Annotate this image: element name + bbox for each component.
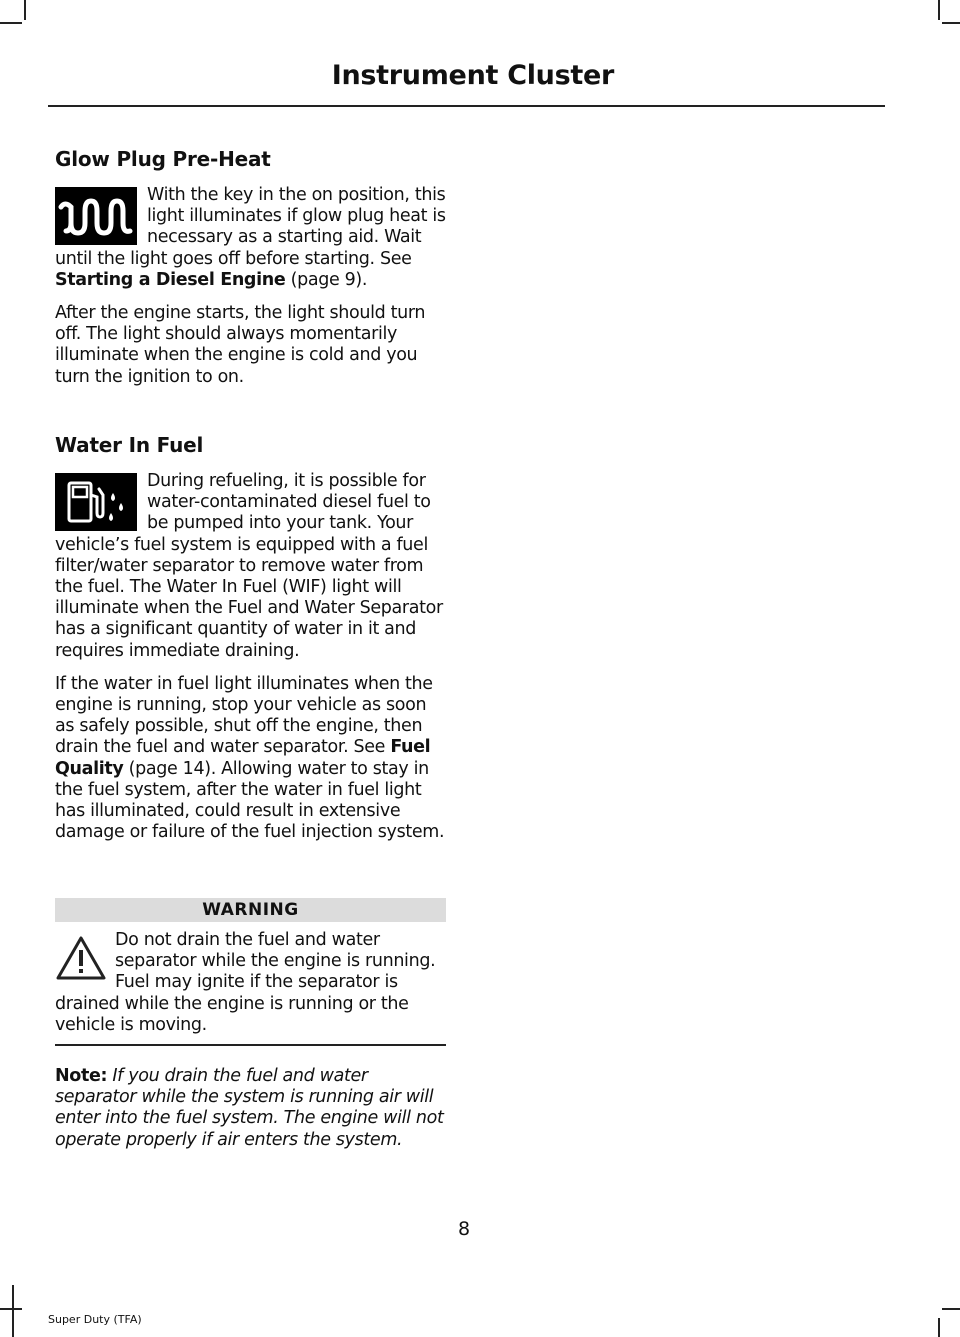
note-label: Note: bbox=[55, 1066, 108, 1086]
crop-mark bbox=[24, 0, 26, 20]
note-block bbox=[55, 1066, 446, 1151]
glow-plug-icon bbox=[55, 187, 137, 245]
water-in-fuel-section bbox=[55, 433, 446, 843]
glow-plug-paragraph-1 bbox=[55, 185, 446, 291]
note-text bbox=[55, 1066, 446, 1151]
warning-triangle-icon bbox=[55, 934, 107, 984]
warning-divider bbox=[55, 1044, 446, 1046]
water-in-fuel-text: During refueling, it is possible for water-contaminated diesel fuel to be pumped into your tank. Your vehicle’s fuel system is equipped with a fuel filter/water separator to remove water from the fuel. The Water In Fuel (WIF) light will illuminate when the Fuel and Water Separator has a significant quantity of water in it and requires immediate draining. bbox=[55, 471, 443, 661]
water-in-fuel-text-3: (page 14). Allowing water to stay in the fuel system, after the water in fuel light has illuminated, could result in extensive damage or failure of the fuel injection system. bbox=[55, 758, 445, 843]
page-number: 8 bbox=[458, 1218, 471, 1240]
warning-block bbox=[55, 930, 446, 1036]
link-starting-diesel-engine[interactable]: Starting a Diesel Engine bbox=[55, 269, 286, 290]
glow-plug-heading: Glow Plug Pre-Heat bbox=[55, 147, 271, 171]
crop-mark bbox=[0, 22, 22, 24]
water-in-fuel-text-2: If the water in fuel light illuminates when the engine is running, stop your vehicle as soon as safely possible, shut off the engine, then drain the fuel and water separator. See bbox=[55, 673, 433, 758]
header-divider bbox=[48, 105, 885, 107]
footer-text: Super Duty (TFA) bbox=[48, 1313, 142, 1326]
water-in-fuel-icon bbox=[55, 473, 137, 531]
warning-body: Do not drain the fuel and water separator while the engine is running. Fuel may ignite if the separator is drained while the engine is running or the vehicle is moving. bbox=[55, 930, 436, 1035]
glow-plug-page-ref: (page 9). bbox=[285, 269, 368, 290]
warning-text bbox=[55, 930, 446, 1036]
glow-plug-section bbox=[55, 147, 446, 388]
crop-mark bbox=[12, 1285, 14, 1337]
water-in-fuel-paragraph-1 bbox=[55, 471, 446, 662]
link-fuel-quality[interactable]: Fuel Quality bbox=[55, 737, 431, 779]
water-in-fuel-paragraph-2 bbox=[55, 674, 446, 844]
glow-plug-paragraph-2: After the engine starts, the light should turn off. The light should always momentarily illuminate when the engine is cold and you turn the ignition to on. bbox=[55, 303, 426, 387]
water-in-fuel-heading: Water In Fuel bbox=[55, 433, 204, 457]
crop-mark bbox=[938, 0, 940, 20]
glow-plug-text: With the key in the on position, this light illuminates if glow plug heat is necessary as a starting aid. Wait until the light goes off before starting. See bbox=[55, 185, 446, 269]
note-body: If you drain the fuel and water separator while the system is running air will enter into the fuel system. The engine will not operate properly if air enters the system. bbox=[55, 1066, 444, 1150]
page-header-title: Instrument Cluster bbox=[331, 60, 614, 91]
crop-mark bbox=[938, 1318, 940, 1337]
crop-mark bbox=[942, 22, 960, 24]
crop-mark bbox=[942, 1308, 960, 1310]
crop-mark bbox=[0, 1308, 22, 1310]
warning-header: WARNING bbox=[55, 898, 446, 922]
